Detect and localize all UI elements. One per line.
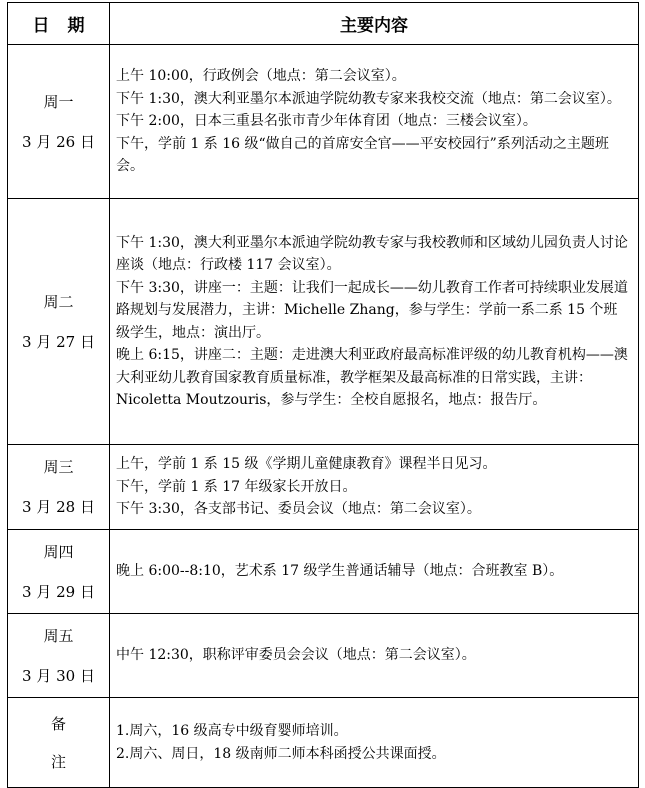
- list-item: 下午，学前 1 系 17 年级家长开放日。: [116, 478, 357, 495]
- content-cell: [110, 199, 639, 445]
- weekday-label: 周二: [43, 292, 74, 311]
- list-item: 中午 12:30，职称评审委员会会议（地点：第二会议室）。: [116, 647, 476, 664]
- date-cell: [8, 199, 110, 445]
- date-label: 3 月 27 日: [22, 332, 95, 351]
- date-label: 3 月 28 日: [22, 498, 95, 516]
- date-header-label: 日期: [32, 16, 103, 36]
- content-cell: [110, 445, 639, 530]
- date-label: 3 月 26 日: [22, 132, 95, 151]
- weekday-label: 周四: [43, 542, 74, 561]
- date-label: 3 月 30 日: [22, 666, 95, 685]
- date-cell: [8, 445, 110, 530]
- list-item: 下午 3:30，各支部书记、委员会议（地点：第二会议室）。: [116, 501, 481, 518]
- remarks-row: [8, 698, 639, 788]
- remarks-label-cell: [8, 698, 110, 788]
- table-row: [8, 530, 639, 614]
- remarks-label: 备: [50, 714, 66, 733]
- table-row: [8, 199, 639, 445]
- list-item: 上午 10:00，行政例会（地点：第二会议室）。: [116, 68, 406, 85]
- table-row: [8, 45, 639, 199]
- date-cell: [8, 530, 110, 614]
- list-item: 晚上 6:15，讲座二：主题：走进澳大利亚政府最高标准评级的幼儿教育机构——澳大利亚幼儿教育国家教育质量标准，教学框架及最高标准的日常实践，主讲：Nicoletta Moutzouris，参与学生：全校自愿报名，地点：报告厅。: [116, 347, 628, 408]
- table-row: [8, 445, 639, 530]
- date-cell: [8, 45, 110, 199]
- list-item: 上午，学前 1 系 15 级《学期儿童健康教育》课程半日见习。: [116, 456, 497, 473]
- list-item: 2.周六、周日，18 级南师二师本科函授公共课面授。: [116, 745, 446, 762]
- content-cell: [110, 614, 639, 698]
- weekday-label: 周三: [43, 458, 74, 476]
- header-row: [8, 3, 639, 45]
- table-row: [8, 614, 639, 698]
- list-item: 下午 1:30，澳大利亚墨尔本派迪学院幼教专家来我校交流（地点：第二会议室）。: [116, 90, 621, 107]
- remarks-content-cell: [110, 698, 639, 788]
- list-item: 下午 1:30，澳大利亚墨尔本派迪学院幼教专家与我校教师和区域幼儿园负责人讨论座谈（地点：行政楼 117 会议室）。: [116, 234, 628, 273]
- content-cell: [110, 530, 639, 614]
- content-column-header: [110, 3, 639, 45]
- remarks-label: 注: [50, 752, 66, 771]
- list-item: 下午，学前 1 系 16 级“做自己的首席安全官——平安校园行”系列活动之主题班会。: [116, 135, 609, 175]
- list-item: 下午 2:00，日本三重县名张市青少年体育团（地点：三楼会议室）。: [116, 113, 537, 130]
- weekday-label: 周五: [43, 626, 74, 645]
- list-item: 下午 3:30，讲座一：主题：让我们一起成长——幼儿教育工作者可持续职业发展道路规划与发展潜力，主讲：Michelle Zhang，参与学生：学前一系二系 15 个班级学生，地点：演出厅。: [116, 279, 628, 341]
- weekday-label: 周一: [43, 92, 74, 111]
- date-label: 3 月 29 日: [22, 582, 95, 601]
- content-cell: [110, 45, 639, 199]
- list-item: 晚上 6:00--8:10，艺术系 17 级学生普通话辅导（地点：合班教室 B）。: [116, 563, 564, 580]
- date-cell: [8, 614, 110, 698]
- list-item: 1.周六，16 级高专中级育婴师培训。: [116, 723, 348, 739]
- content-header-label: 主要内容: [340, 16, 408, 36]
- schedule-table: [7, 2, 639, 788]
- date-column-header: [8, 3, 110, 45]
